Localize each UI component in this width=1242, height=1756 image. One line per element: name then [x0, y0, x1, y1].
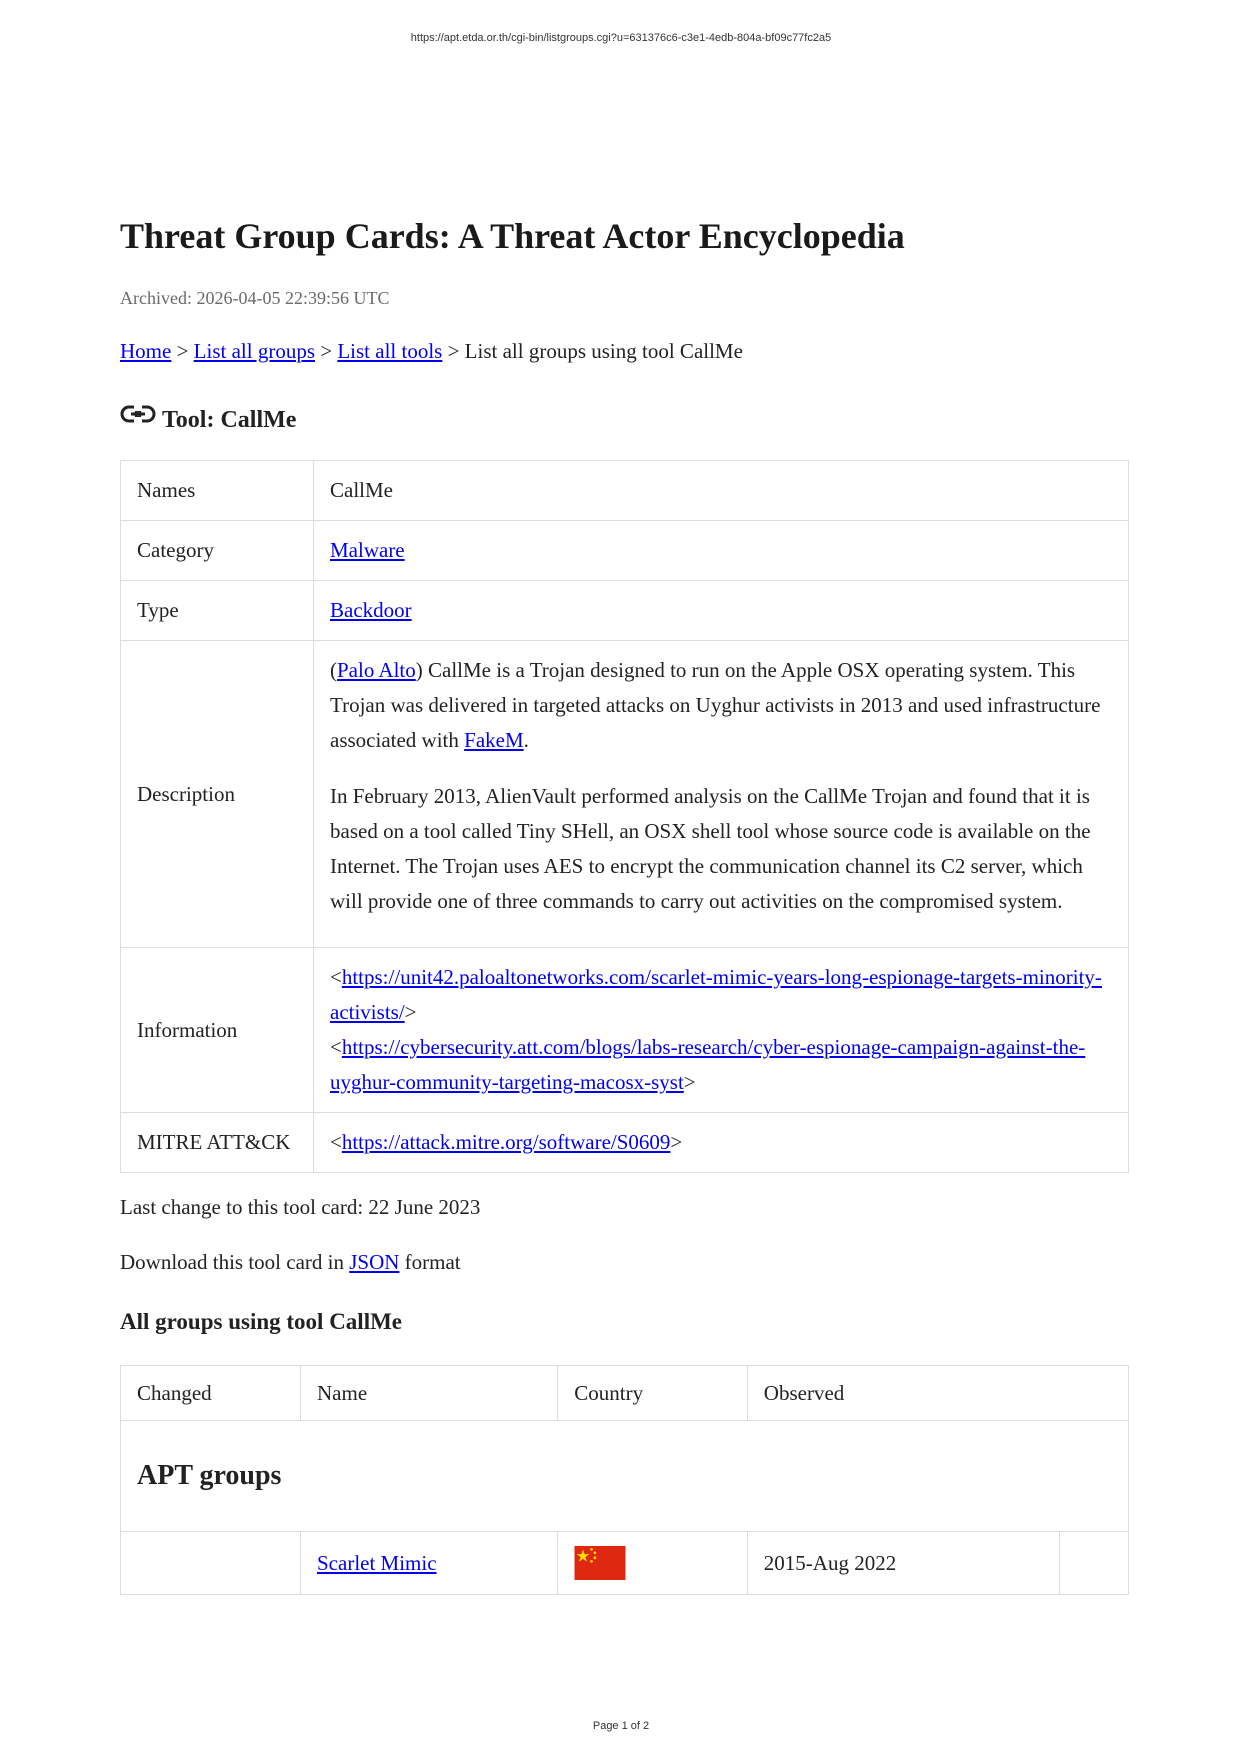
groups-table — [120, 1365, 1129, 1595]
category-link[interactable]: Malware — [330, 538, 405, 562]
tool-heading-text: Tool: CallMe — [162, 407, 297, 433]
row-label: Description — [121, 641, 314, 948]
information-link[interactable]: https://unit42.paloaltonetworks.com/scarlet-mimic-years-long-espionage-targets-minority-activists/ — [330, 965, 1102, 1024]
description-cell — [314, 641, 1129, 948]
download-suffix: format — [399, 1250, 461, 1274]
paren-open: ( — [330, 658, 337, 682]
description-text: ) CallMe is a Trojan designed to run on the Apple OSX operating system. This Trojan was delivered in targeted attacks on Uyghur activists in 2013 and used infrastructure associated with — [330, 658, 1101, 752]
angle-open: < — [330, 1130, 342, 1154]
information-entry — [330, 1030, 1112, 1100]
type-cell — [314, 581, 1129, 641]
angle-close: > — [404, 1000, 417, 1024]
tool-heading — [120, 404, 1128, 434]
column-header: Observed — [747, 1366, 1128, 1421]
information-cell — [314, 948, 1129, 1113]
information-entry — [330, 960, 1112, 1030]
name-cell — [301, 1532, 558, 1595]
breadcrumb-current: > List all groups using tool CallMe — [442, 339, 743, 363]
archived-timestamp: Archived: 2026-04-05 22:39:56 UTC — [120, 288, 390, 308]
section-row — [121, 1421, 1129, 1532]
description-end: . — [523, 728, 529, 752]
names-value: CallMe — [314, 461, 1129, 521]
row-label: Type — [121, 581, 314, 641]
breadcrumb-tools-link[interactable]: List all tools — [337, 339, 443, 363]
mitre-cell — [314, 1113, 1129, 1173]
fakem-link[interactable]: FakeM — [464, 728, 524, 752]
empty-cell — [1060, 1532, 1129, 1595]
breadcrumb-separator: > — [315, 339, 338, 363]
download-line — [120, 1250, 1128, 1275]
table-row — [121, 641, 1129, 948]
table-row — [121, 581, 1129, 641]
information-link[interactable]: https://cybersecurity.att.com/blogs/labs-research/cyber-espionage-campaign-against-the-uyghur-community-targeting-macosx-syst — [330, 1035, 1086, 1094]
table-row — [121, 948, 1129, 1113]
breadcrumb — [120, 339, 1128, 364]
table-row — [121, 521, 1129, 581]
category-cell — [314, 521, 1129, 581]
group-link[interactable]: Scarlet Mimic — [317, 1550, 437, 1575]
page-number: Page 1 of 2 — [592, 1720, 650, 1732]
description-paragraph — [330, 653, 1112, 758]
angle-open: < — [330, 965, 342, 989]
row-label: MITRE ATT&CK — [121, 1113, 314, 1173]
row-label: Category — [121, 521, 314, 581]
column-header: Name — [301, 1366, 558, 1421]
row-label: Names — [121, 461, 314, 521]
table-row — [121, 1113, 1129, 1173]
link-icon — [120, 404, 156, 434]
china-flag-icon — [574, 1546, 731, 1580]
tool-card-table — [120, 460, 1129, 1173]
breadcrumb-separator: > — [171, 339, 194, 363]
description-paragraph: In February 2013, AlienVault performed analysis on the CallMe Trojan and found that it is based on a tool called Tiny SHell, an OSX shell tool whose source code is available on the Internet. The Trojan uses AES to encrypt the communication channel its C2 server, which will provide one of three commands to carry out activities on the compromised system. — [330, 784, 1091, 913]
main-content — [120, 212, 1128, 1595]
country-cell — [558, 1532, 748, 1595]
breadcrumb-groups-link[interactable]: List all groups — [193, 339, 315, 363]
changed-cell — [121, 1532, 301, 1595]
last-change-text: Last change to this tool card: 22 June 2023 — [120, 1195, 481, 1219]
page-title: Threat Group Cards: A Threat Actor Encyclopedia — [120, 216, 905, 256]
table-row — [121, 1532, 1129, 1595]
row-label: Information — [121, 948, 314, 1113]
table-header-row — [121, 1366, 1129, 1421]
angle-close: > — [670, 1130, 683, 1154]
angle-close: > — [683, 1070, 696, 1094]
mitre-link[interactable]: https://attack.mitre.org/software/S0609 — [341, 1130, 671, 1154]
breadcrumb-home-link[interactable]: Home — [120, 339, 172, 363]
observed-cell: 2015-Aug 2022 — [747, 1532, 1059, 1595]
angle-open: < — [330, 1035, 342, 1059]
section-title: APT groups — [121, 1421, 1129, 1532]
download-prefix: Download this tool card in — [120, 1250, 350, 1274]
type-link[interactable]: Backdoor — [330, 598, 412, 622]
source-link[interactable]: Palo Alto — [337, 658, 416, 682]
table-row — [121, 461, 1129, 521]
column-header: Country — [558, 1366, 748, 1421]
page-url-header: https://apt.etda.or.th/cgi-bin/listgroups.cgi?u=631376c6-c3e1-4edb-804a-bf09c77fc2a5 — [410, 32, 832, 44]
json-download-link[interactable]: JSON — [349, 1250, 400, 1274]
groups-heading: All groups using tool CallMe — [120, 1309, 402, 1334]
column-header: Changed — [121, 1366, 301, 1421]
